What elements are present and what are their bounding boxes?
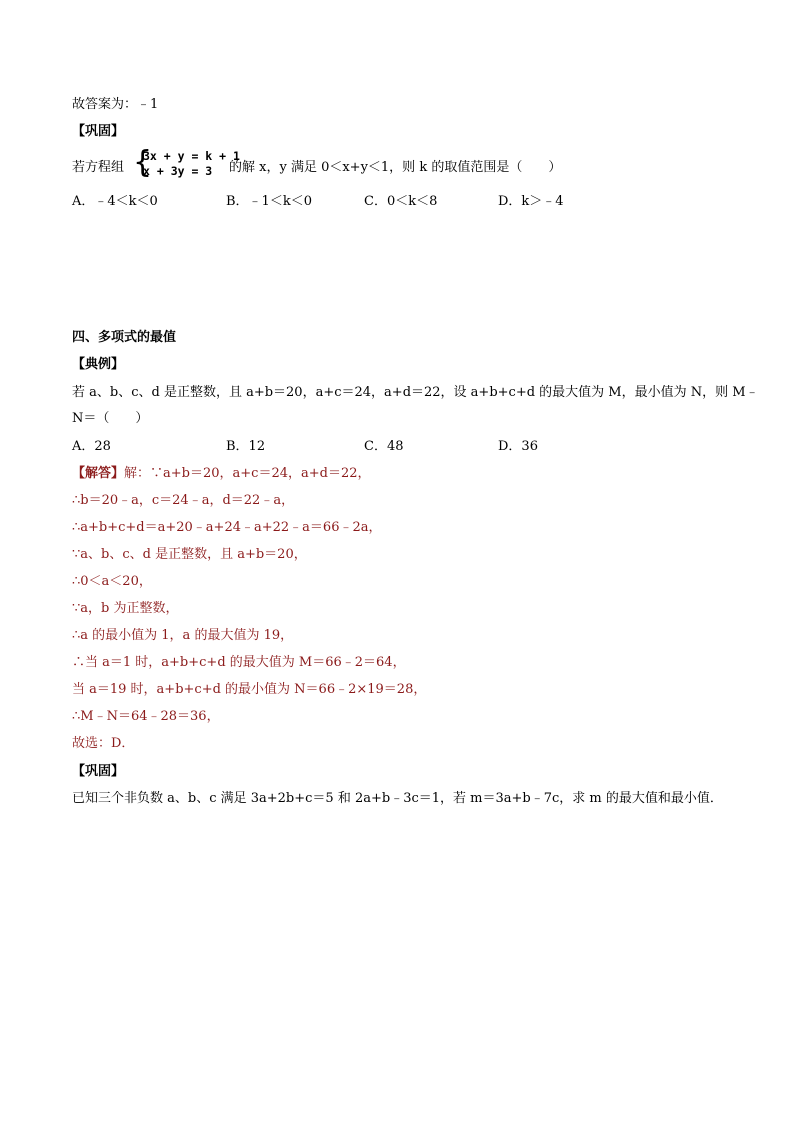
solution-line-11: 故选：D． bbox=[72, 736, 135, 751]
section-heading: 四、多项式的最值 bbox=[72, 330, 177, 345]
option-b: B．﹣1＜k＜0 bbox=[226, 194, 312, 209]
solution-line-10: ∴M﹣N＝64﹣28＝36， bbox=[72, 709, 220, 724]
solution-text: 解：∵a+b＝20，a+c＝24，a+d＝22， bbox=[124, 466, 371, 481]
solution-line-9: 当 a＝19 时，a+b+c+d 的最小值为 N＝66﹣2×19＝28， bbox=[72, 682, 427, 697]
solution-line-5: ∴0＜a＜20， bbox=[72, 574, 152, 589]
consolidate-tag-1: 【巩固】 bbox=[72, 124, 125, 139]
option-d: D．k＞﹣4 bbox=[498, 194, 564, 209]
example-option-a: A．28 bbox=[72, 439, 111, 454]
example-option-d: D．36 bbox=[498, 439, 538, 454]
equation-system bbox=[133, 145, 240, 180]
solution-line-7: ∴a 的最小值为 1，a 的最大值为 19， bbox=[72, 628, 294, 643]
example-question-line-2: N＝（ ） bbox=[72, 411, 149, 426]
solution-tag: 【解答】 bbox=[72, 466, 125, 481]
option-a: A．﹣4＜k＜0 bbox=[72, 194, 158, 209]
example-tag: 【典例】 bbox=[72, 357, 125, 372]
solution-line-2: ∴b＝20﹣a，c＝24﹣a，d＝22﹣a， bbox=[72, 493, 295, 508]
left-brace: { bbox=[133, 145, 153, 180]
consolidate-question: 已知三个非负数 a、b、c 满足 3a+2b+c＝5 和 2a+b﹣3c＝1，若 m＝3a+b﹣7c，求 m 的最大值和最小值． bbox=[72, 791, 723, 806]
example-option-c: C．48 bbox=[364, 439, 404, 454]
equation-1: 3x + y = k + 1 bbox=[143, 149, 240, 163]
solution-line-1 bbox=[72, 465, 371, 483]
example-question-line-1: 若 a、b、c、d 是正整数，且 a+b＝20，a+c＝24，a+d＝22，设 a+b+c+d 的最大值为 M，最小值为 N，则 M﹣ bbox=[72, 385, 759, 400]
example-option-b: B．12 bbox=[226, 439, 266, 454]
system-question-prefix: 若方程组 bbox=[72, 160, 125, 175]
consolidate-tag-2: 【巩固】 bbox=[72, 764, 125, 779]
option-c: C．0＜k＜8 bbox=[364, 194, 438, 209]
solution-line-3: ∴a+b+c+d＝a+20﹣a+24﹣a+22﹣a＝66﹣2a， bbox=[72, 520, 382, 535]
previous-answer: 故答案为：﹣1 bbox=[72, 97, 159, 112]
system-question-suffix: 的解 x，y 满足 0＜x+y＜1，则 k 的取值范围是（ ） bbox=[229, 160, 562, 175]
equation-2: x + 3y = 3 bbox=[143, 164, 213, 178]
solution-line-6: ∵a，b 为正整数， bbox=[72, 601, 179, 616]
solution-line-4: ∵a、b、c、d 是正整数，且 a+b＝20， bbox=[72, 547, 307, 562]
solution-line-8: ∴当 a＝1 时，a+b+c+d 的最大值为 M＝66﹣2＝64， bbox=[72, 655, 406, 670]
